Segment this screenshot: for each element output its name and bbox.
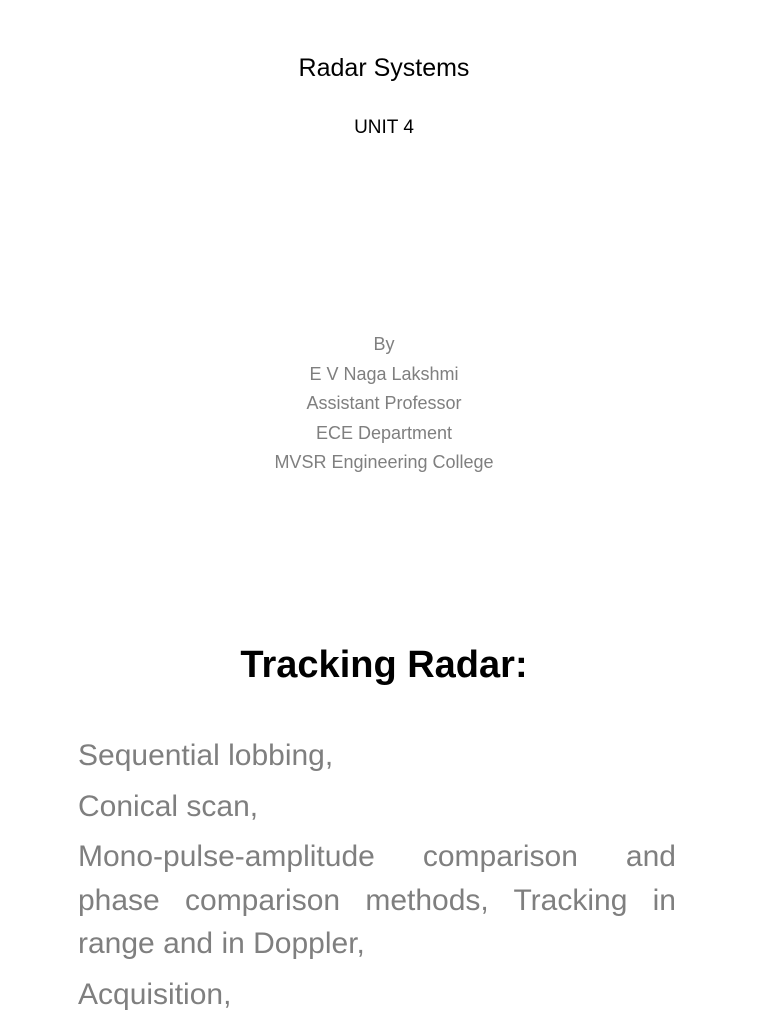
- bullet-item: Acquisition,: [78, 977, 232, 1011]
- bullet-list: [78, 734, 676, 1023]
- bullet-item: Sequential lobbing,: [78, 739, 334, 772]
- author-department: ECE Department: [315, 422, 453, 443]
- bullet-item: Conical scan,: [78, 789, 259, 823]
- slide-subtitle: UNIT 4: [354, 117, 414, 138]
- slide-title: Radar Systems: [298, 54, 470, 82]
- slide-heading: Tracking Radar:: [240, 644, 528, 686]
- author-designation: Assistant Professor: [306, 393, 462, 414]
- author-block: [0, 330, 768, 478]
- bullet-item: Mono-pulse-amplitude comparison and phase comparison methods, Tracking in range and in Doppler,: [78, 840, 676, 960]
- author-by: By: [373, 334, 395, 354]
- author-name: E V Naga Lakshmi: [309, 363, 459, 384]
- author-college: MVSR Engineering College: [274, 452, 494, 473]
- content-slide: [0, 600, 768, 1024]
